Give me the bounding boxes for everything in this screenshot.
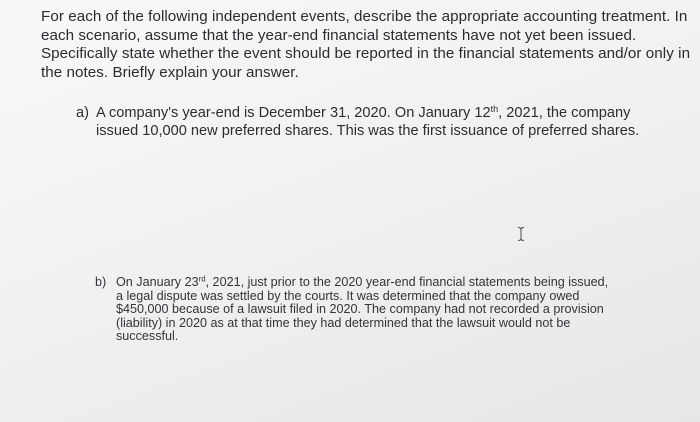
- question-b-line: successful.: [116, 329, 179, 344]
- question-a-line: issued 10,000 new preferred shares. This was the first issuance of preferred shares.: [96, 123, 640, 139]
- question-b-line: (liability) in 2020 as at that time they had determined that the lawsuit would not be: [116, 315, 571, 330]
- instructions-line: each scenario, assume that the year-end financial statements have not yet been issued.: [41, 26, 637, 44]
- question-a-line-end: , 2021, the company: [498, 105, 631, 121]
- question-b-text: [116, 276, 608, 344]
- question-a-line: [96, 104, 639, 122]
- question-b-line: $450,000 because of a lawsuit filed in 2020. The company had not recorded a provision: [116, 302, 604, 317]
- instructions-line: For each of the following independent events, describe the appropriate accounting treatment. In: [41, 8, 688, 25]
- ordinal-suffix: rd: [198, 274, 206, 284]
- text-cursor-icon: [516, 226, 526, 242]
- question-b-line-end: , 2021, just prior to the 2020 year-end financial statements being issued,: [205, 275, 609, 289]
- question-b-label: b): [95, 275, 107, 289]
- question-a-line-start: A company's year-end is December 31, 2020. On January 12: [96, 105, 491, 121]
- question-a-label: a): [76, 105, 89, 121]
- instructions-paragraph: [41, 8, 700, 82]
- instructions-line: the notes. Briefly explain your answer.: [41, 63, 299, 81]
- instructions-line: Specifically state whether the event should be reported in the financial statements and/or only in: [41, 45, 691, 62]
- question-b-line: a legal dispute was settled by the courts. It was determined that the company owed: [116, 288, 580, 303]
- question-b-line: [116, 276, 608, 290]
- ordinal-suffix: th: [490, 104, 499, 115]
- question-b-line-start: On January 23: [116, 275, 199, 289]
- question-a-text: [96, 104, 639, 140]
